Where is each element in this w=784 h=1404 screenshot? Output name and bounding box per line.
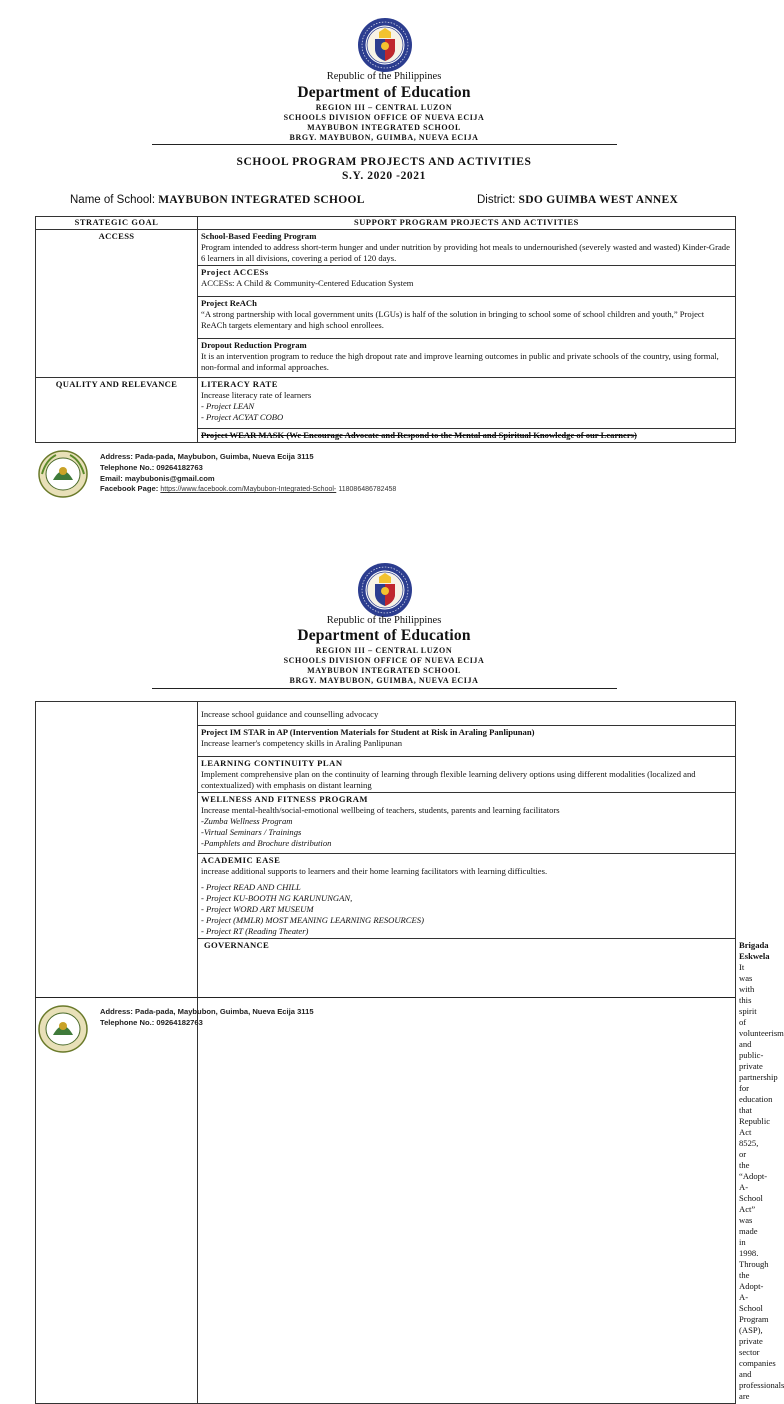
program-table-continued bbox=[35, 701, 784, 1404]
school-line: MAYBUBON INTEGRATED SCHOOL bbox=[307, 123, 461, 132]
program-cell bbox=[198, 854, 736, 939]
footer-telephone: Telephone No.: 09264182763 bbox=[100, 1017, 203, 1027]
table-row bbox=[36, 229, 736, 265]
footer-facebook-label: Facebook Page: bbox=[100, 484, 159, 494]
program-description: “A strong partnership with local government units (LGUs) is half of the solution in bringing to school some of school children and youth,” Project ReACh targets elementary and high school enrollees. bbox=[201, 308, 705, 330]
footer-address: Address: Pada-pada, Maybubon, Guimba, Nueva Ecija 3115 bbox=[100, 1007, 314, 1016]
program-cell bbox=[198, 702, 736, 726]
division-line: SCHOOLS DIVISION OFFICE OF NUEVA ECIJA bbox=[283, 113, 485, 122]
col-header-goal: STRATEGIC GOAL bbox=[36, 217, 198, 230]
division-line: SCHOOLS DIVISION OFFICE OF NUEVA ECIJA bbox=[283, 656, 485, 665]
page-cut-line bbox=[35, 997, 735, 998]
program-title: ACADEMIC EASE bbox=[201, 855, 281, 865]
program-title: Project ACCESs bbox=[201, 266, 269, 277]
program-cell bbox=[198, 296, 736, 338]
program-description: Increase mental-health/social-emotional wellbeing of teachers, students, parents and learning facilitators bbox=[201, 805, 560, 815]
school-name-value: MAYBUBON INTEGRATED SCHOOL bbox=[158, 194, 365, 206]
program-description: Program intended to address short-term hunger and under nutrition by providing hot meals to undernourished (severely wasted and wasted) Kinder-Grade 6 learners in all divisions, covering a period of 120 days. bbox=[201, 241, 730, 263]
barangay-line: BRGY. MAYBUBON, GUIMBA, NUEVA ECIJA bbox=[289, 676, 479, 685]
footer-email[interactable]: Email: maybubonis@gmail.com bbox=[100, 473, 215, 483]
barangay-line: BRGY. MAYBUBON, GUIMBA, NUEVA ECIJA bbox=[289, 133, 479, 142]
program-table-page1 bbox=[35, 216, 735, 446]
footer-telephone: Telephone No.: 09264182763 bbox=[100, 462, 203, 472]
header-divider bbox=[152, 144, 617, 145]
program-title: LITERACY RATE bbox=[201, 378, 278, 389]
school-name-label: Name of School: bbox=[70, 194, 156, 206]
deped-seal-icon bbox=[357, 17, 413, 73]
school-name-field bbox=[70, 194, 365, 206]
program-subitem: -Pamphlets and Brochure distribution bbox=[201, 838, 332, 848]
program-subitem: - Project (MMLR) MOST MEANING LEARNING RESOURCES) bbox=[201, 915, 424, 925]
school-logo-icon bbox=[38, 450, 88, 498]
program-subitem: - Project WORD ART MUSEUM bbox=[201, 904, 314, 914]
document-page-1 bbox=[0, 0, 768, 530]
table-row bbox=[36, 702, 736, 726]
program-subitem: - Project READ AND CHILL bbox=[201, 882, 301, 892]
school-year: S.Y. 2020 -2021 bbox=[342, 170, 426, 182]
program-title: Project ReACh bbox=[201, 297, 257, 308]
goal-access: ACCESS bbox=[36, 229, 198, 377]
footer-facebook-id: 118086486782458 bbox=[338, 486, 397, 494]
program-description: increase additional supports to learners and their home learning facilitators with learning difficulties. bbox=[201, 866, 548, 876]
district-value: SDO GUIMBA WEST ANNEX bbox=[518, 194, 679, 206]
program-cell bbox=[198, 757, 736, 793]
program-table bbox=[35, 216, 736, 443]
program-cell bbox=[198, 338, 736, 377]
program-title: LEARNING CONTINUITY PLAN bbox=[201, 758, 343, 768]
col-header-programs: SUPPORT PROGRAM PROJECTS AND ACTIVITIES bbox=[198, 217, 736, 230]
goal-quality: QUALITY AND RELEVANCE bbox=[36, 377, 198, 442]
program-description: ACCESs: A Child & Community-Centered Education System bbox=[201, 277, 414, 288]
program-subitem: - Project ACYAT COBO bbox=[201, 411, 284, 422]
program-subitem: - Project KU-BOOTH NG KARUNUNGAN, bbox=[201, 893, 353, 903]
program-description: Increase school guidance and counselling advocacy bbox=[201, 709, 379, 719]
region-line: REGION III – CENTRAL LUZON bbox=[315, 103, 453, 112]
program-cell bbox=[198, 377, 736, 428]
program-description: It is an intervention program to reduce the high dropout rate and improve learning outcomes in public and private schools of the country, using formal, non-formal and informal approaches. bbox=[201, 350, 719, 372]
goal-governance: GOVERNANCE bbox=[198, 939, 736, 1404]
department-name: Department of Education bbox=[297, 84, 471, 101]
district-field bbox=[477, 194, 678, 206]
footer-facebook-link[interactable]: https://www.facebook.com/Maybubon-Integrated-School- bbox=[160, 486, 337, 494]
footer-contact bbox=[100, 1007, 314, 1029]
program-subitem: - Project RT (Reading Theater) bbox=[201, 926, 309, 936]
school-line: MAYBUBON INTEGRATED SCHOOL bbox=[307, 666, 461, 675]
program-subitem: - Project LEAN bbox=[201, 400, 255, 411]
table-header-row bbox=[36, 217, 736, 230]
program-cell bbox=[198, 726, 736, 757]
school-logo-icon bbox=[38, 1005, 88, 1053]
program-description: Increase learner's competency skills in Araling Panlipunan bbox=[201, 738, 403, 748]
header-divider bbox=[152, 688, 617, 689]
program-title: Dropout Reduction Program bbox=[201, 339, 307, 350]
department-name: Department of Education bbox=[297, 627, 471, 644]
footer-contact bbox=[100, 452, 396, 496]
table-row bbox=[36, 377, 736, 428]
program-title: Project IM STAR in AP (Intervention Materials for Student at Risk in Araling Panlipunan) bbox=[201, 727, 535, 737]
deped-seal-icon bbox=[357, 562, 413, 618]
district-label: District: bbox=[477, 194, 516, 206]
program-cell bbox=[198, 229, 736, 265]
region-line: REGION III – CENTRAL LUZON bbox=[315, 646, 453, 655]
program-cell bbox=[198, 793, 736, 854]
program-title: Project WEAR MASK (We Encourage Advocate and Respond to the Mental and Spiritual Knowledge of our Learners) bbox=[201, 429, 637, 440]
footer-facebook bbox=[100, 484, 396, 496]
program-title: WELLNESS AND FITNESS PROGRAM bbox=[201, 794, 369, 804]
table-row: GOVERNANCE Brigada Eskwela It was with this spirit of volunteerism and public-private partnership for education that Republic Act 8525, or the “Adopt-A-School Act” was made in 1998. Through the Adopt-A-School Program (ASP), private sector companies and professionals are bbox=[36, 939, 736, 1404]
program-cell bbox=[198, 428, 736, 442]
footer-address: Address: Pada-pada, Maybubon, Guimba, Nueva Ecija 3115 bbox=[100, 452, 314, 461]
program-description: Increase literacy rate of learners bbox=[201, 389, 312, 400]
program-description: Implement comprehensive plan on the continuity of learning through flexible learning delivery options using different modalities (localized and contextualized) with emphasis on distant learning bbox=[201, 769, 696, 790]
republic-line: Republic of the Philippines bbox=[326, 71, 442, 82]
program-subitem: -Zumba Wellness Program bbox=[201, 816, 293, 826]
republic-line: Republic of the Philippines bbox=[326, 615, 442, 626]
document-title: SCHOOL PROGRAM PROJECTS AND ACTIVITIES bbox=[236, 156, 532, 168]
program-cell bbox=[198, 265, 736, 296]
program-subitem: -Virtual Seminars / Trainings bbox=[201, 827, 302, 837]
program-title: School-Based Feeding Program bbox=[201, 230, 317, 241]
document-page-2 bbox=[0, 545, 784, 1401]
